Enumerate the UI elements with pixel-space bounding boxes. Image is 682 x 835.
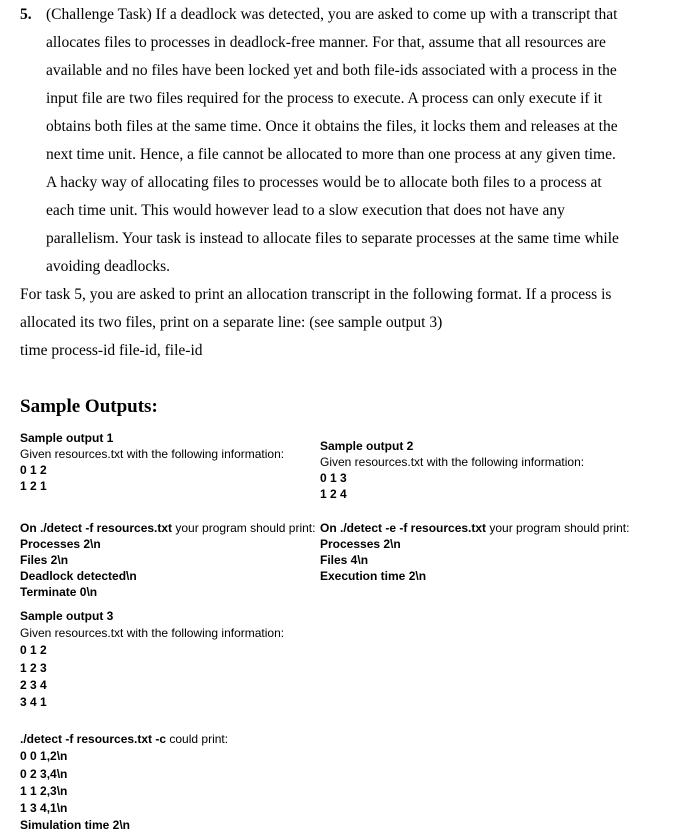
output-line: Files 2\n: [20, 553, 69, 567]
output-line: Terminate 0\n: [20, 585, 98, 599]
command-suffix: your program should print:: [486, 521, 630, 535]
input-line: 1 2 1: [20, 479, 47, 493]
command-text: ./detect -f resources.txt -c: [20, 732, 167, 747]
sample-given: Given resources.txt with the following information:: [320, 455, 585, 469]
input-line: 2 3 4: [20, 677, 47, 692]
input-line: 0 1 2: [20, 643, 47, 658]
output-line: 1 1 2,3\n: [20, 783, 68, 798]
task-line: next time unit. Hence, a file cannot be allocated to more than one process at any given time.: [46, 146, 616, 163]
sample-output-2: [320, 438, 629, 584]
output-line: 0 0 1,2\n: [20, 749, 68, 764]
sample-title: Sample output 3: [20, 609, 114, 623]
task-line: input file are two files required for the process to execute. A process can only execute if it: [46, 90, 603, 107]
task-line: parallelism. Your task is instead to allocate files to separate processes at the same time while: [46, 230, 619, 247]
command-text: On ./detect -e -f resources.txt: [320, 521, 487, 535]
sample-command: [20, 520, 315, 536]
sample-command: [320, 520, 629, 536]
task-line: (Challenge Task) If a deadlock was detected, you are asked to come up with a transcript that: [46, 6, 618, 23]
input-line: 3 4 1: [20, 695, 47, 710]
task-line: avoiding deadlocks.: [46, 258, 170, 275]
sample-title: Sample output 2: [320, 439, 414, 453]
output-line: 1 3 4,1\n: [20, 801, 68, 816]
input-line: 0 1 2: [20, 463, 47, 477]
input-line: 1 2 3: [20, 660, 47, 675]
output-line: Processes 2\n: [320, 537, 401, 551]
task-line: available and no files have been locked yet and both file-ids associated with a process in the: [46, 62, 617, 79]
format-spec-line: time process-id file-id, file-id: [20, 342, 203, 359]
sample-given: Given resources.txt with the following information:: [20, 626, 285, 641]
sample-given: Given resources.txt with the following information:: [20, 447, 285, 461]
input-line: 1 2 4: [320, 487, 347, 501]
command-suffix: could print:: [166, 732, 229, 747]
sample-output-1: [20, 430, 315, 600]
task-line: allocates files to processes in deadlock-free manner. For that, assume that all resources are: [46, 34, 606, 51]
output-line: 0 2 3,4\n: [20, 766, 68, 781]
command-text: On ./detect -f resources.txt: [20, 521, 173, 535]
output-line: Deadlock detected\n: [20, 569, 137, 583]
sample-output-3: [20, 608, 284, 834]
output-line: Execution time 2\n: [320, 569, 427, 583]
format-line: allocated its two files, print on a separate line: (see sample output 3): [20, 314, 443, 331]
command-suffix: your program should print:: [172, 521, 316, 535]
output-line: Processes 2\n: [20, 537, 101, 551]
sample-command: [20, 731, 284, 748]
task-line: each time unit. This would however lead to a slow execution that does not have any: [46, 202, 565, 219]
input-line: 0 1 3: [320, 471, 347, 485]
task-line: obtains both files at the same time. Once it obtains the files, it locks them and releases at the: [46, 118, 618, 135]
format-line: For task 5, you are asked to print an allocation transcript in the following format. If a process is: [20, 286, 612, 303]
task-number: 5.: [20, 6, 32, 23]
output-line: Simulation time 2\n: [20, 818, 131, 833]
output-line: Files 4\n: [320, 553, 369, 567]
task-line: A hacky way of allocating files to processes would be to allocate both files to a process at: [46, 174, 602, 191]
sample-title: Sample output 1: [20, 431, 114, 445]
sample-outputs-heading: Sample Outputs:: [20, 396, 158, 417]
